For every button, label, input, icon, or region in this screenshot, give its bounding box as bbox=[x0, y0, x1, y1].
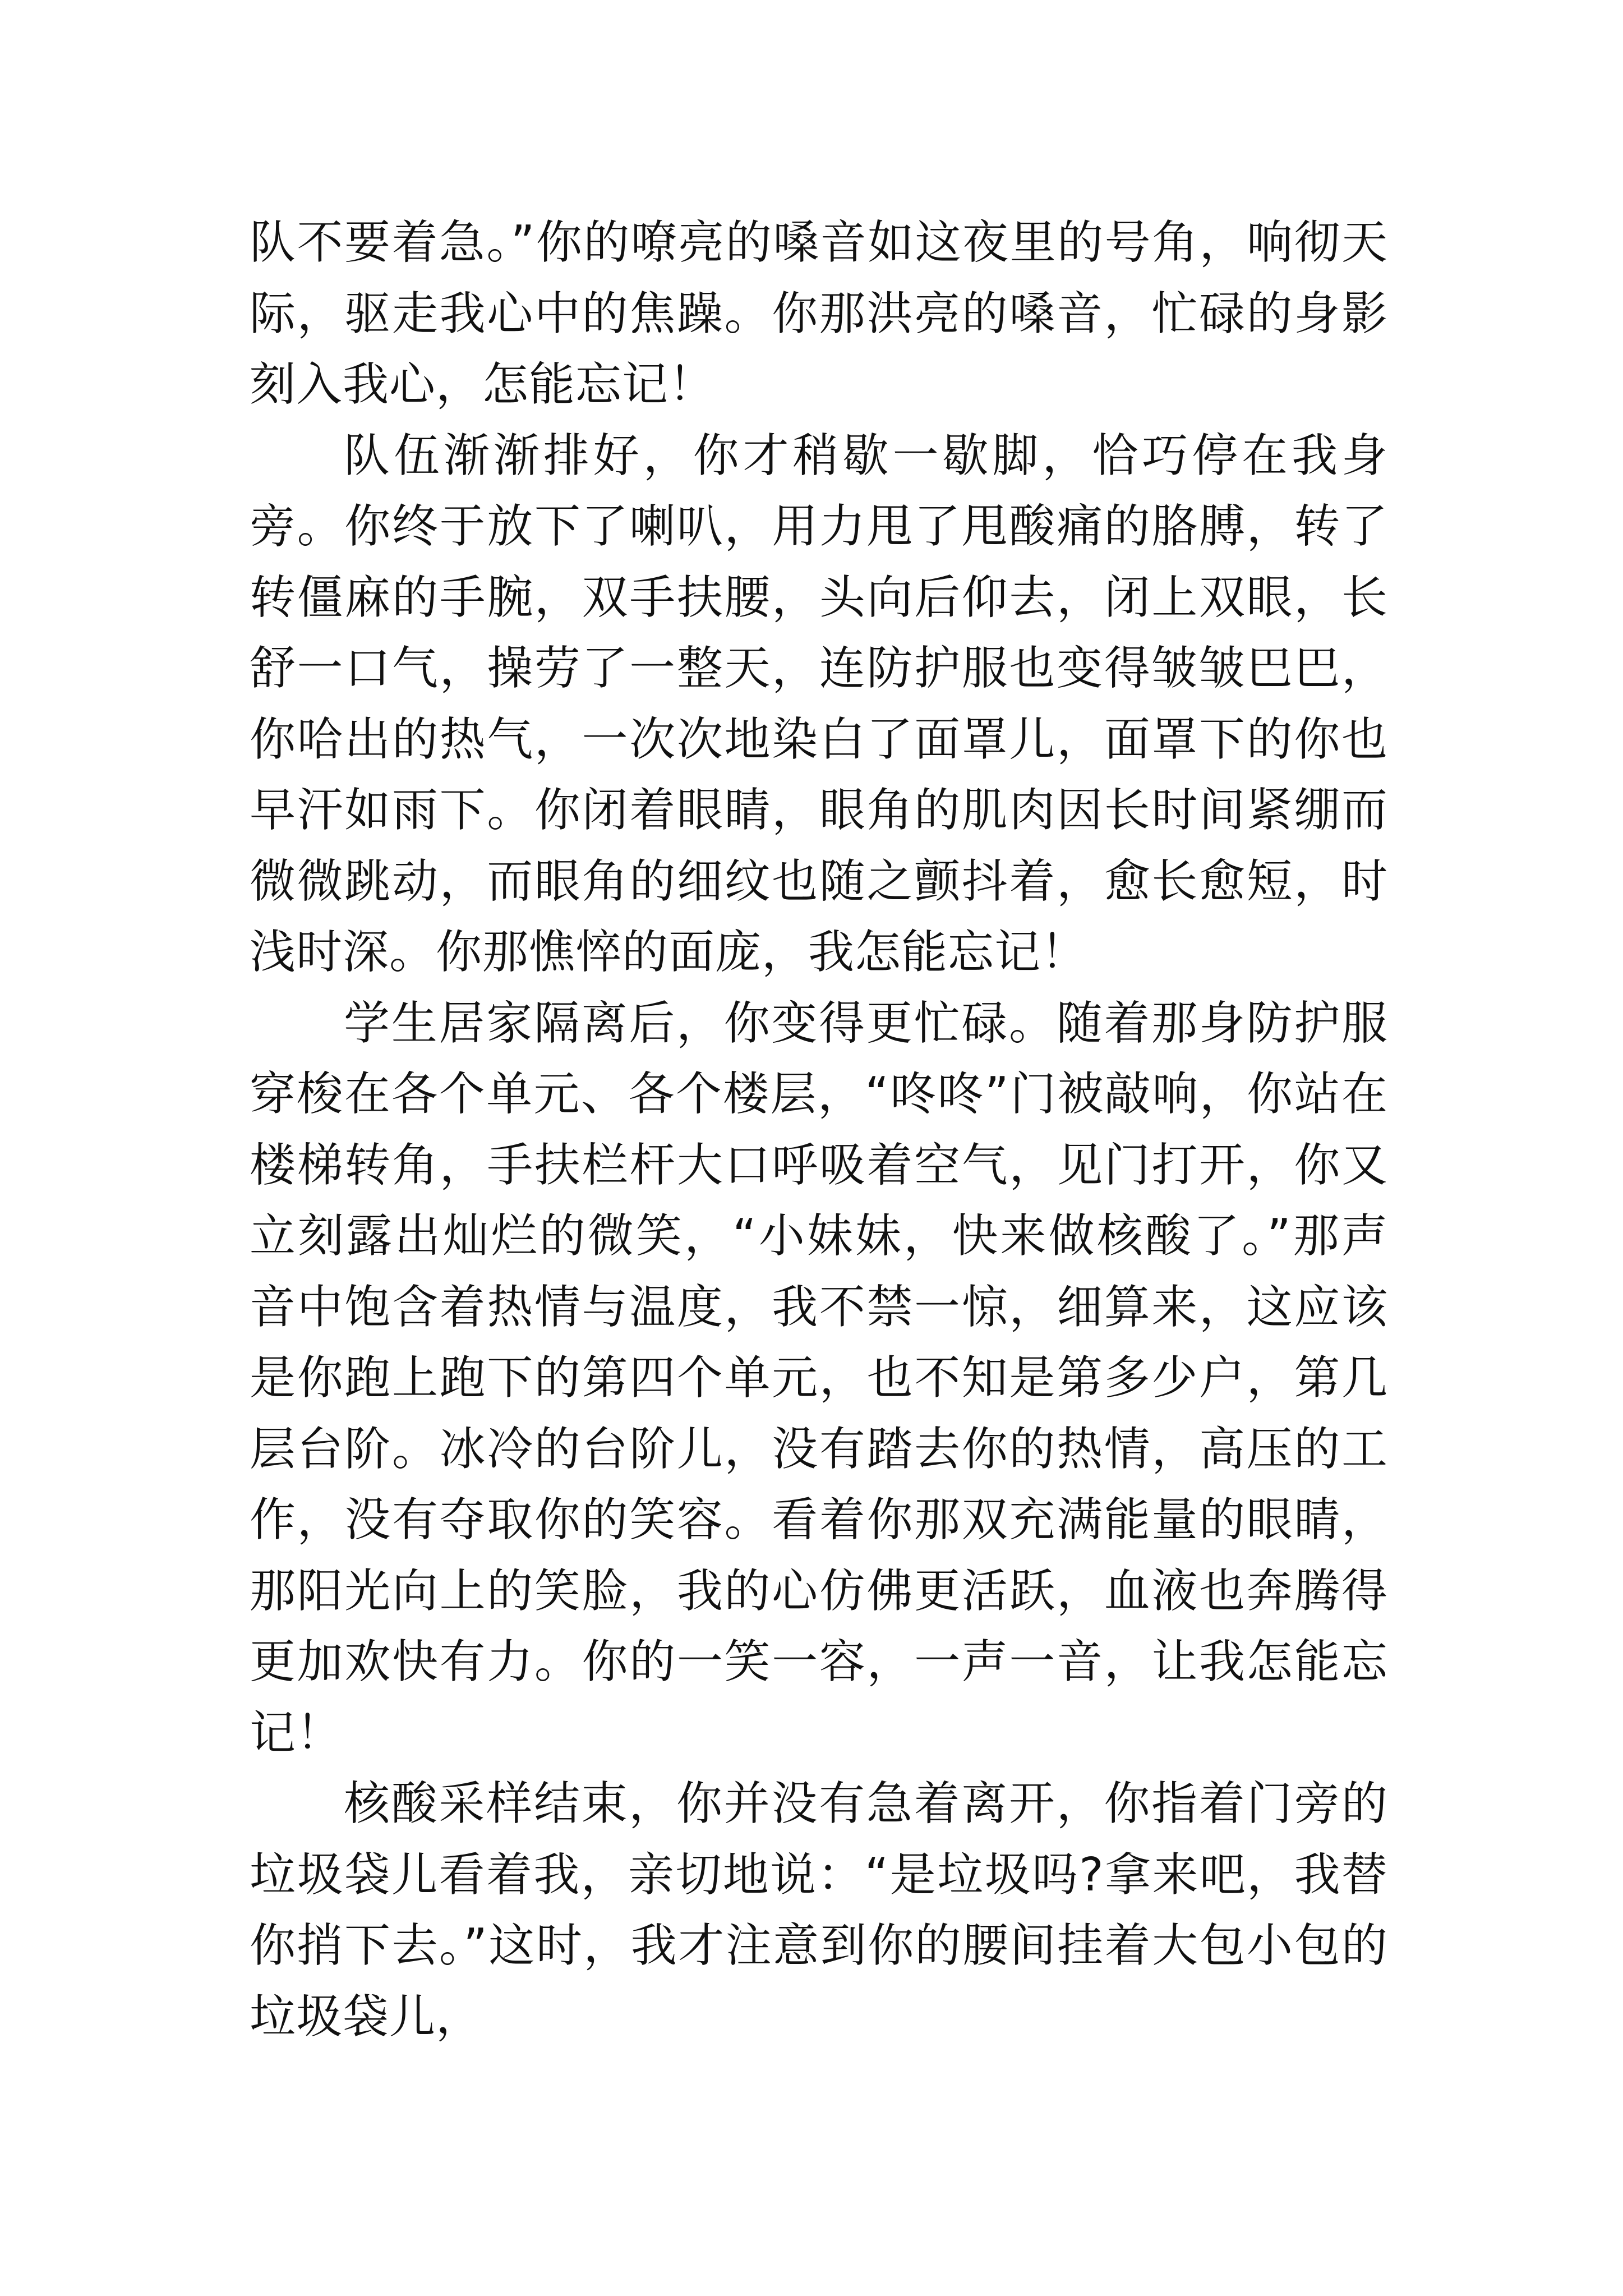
paragraph-3: 学生居家隔离后，你变得更忙碌。随着那身防护服穿梭在各个单元、各个楼层，“咚咚”门被敲响，你站在楼梯转角，手扶栏杆大口呼吸着空气，见门打开，你又立刻露出灿烂的微笑，“小妹妹，快来做核酸了。”那声音中饱含着热情与温度，我不禁一惊，细算来，这应该是你跑上跑下的第四个单元，也不知是第多少户，第几层台阶。冰冷的台阶儿，没有踏去你的热情，高压的工作，没有夺取你的笑容。看着你那双充满能量的眼睛，那阳光向上的笑脸，我的心仿佛更活跃，血液也奔腾得更加欢快有力。你的一笑一容，一声一音，让我怎能忘记！ bbox=[250, 996, 1388, 1760]
paragraph-4: 核酸采样结束，你并没有急着离开，你指着门旁的垃圾袋儿看着我，亲切地说：“是垃圾吗?拿来吧，我替你捎下去。”这时，我才注意到你的腰间挂着大包小包的垃圾袋儿， bbox=[250, 1777, 1388, 2044]
paragraph-1: 队不要着急。”你的嘹亮的嗓音如这夜里的号角，响彻天际，驱走我心中的焦躁。你那洪亮的嗓音，忙碌的身影刻入我心，怎能忘记！ bbox=[250, 216, 1388, 411]
document-body bbox=[250, 208, 1388, 2053]
paragraph-2: 队伍渐渐排好，你才稍歇一歇脚，恰巧停在我身旁。你终于放下了喇叭，用力甩了甩酸痛的胳膊，转了转僵麻的手腕，双手扶腰，头向后仰去，闭上双眼，长舒一口气，操劳了一整天，连防护服也变得皱皱巴巴，你哈出的热气，一次次地染白了面罩儿，面罩下的你也早汗如雨下。你闭着眼睛，眼角的肌肉因长时间紧绷而微微跳动，而眼角的细纹也随之颤抖着，愈长愈短，时浅时深。你那憔悴的面庞，我怎能忘记！ bbox=[250, 429, 1388, 979]
